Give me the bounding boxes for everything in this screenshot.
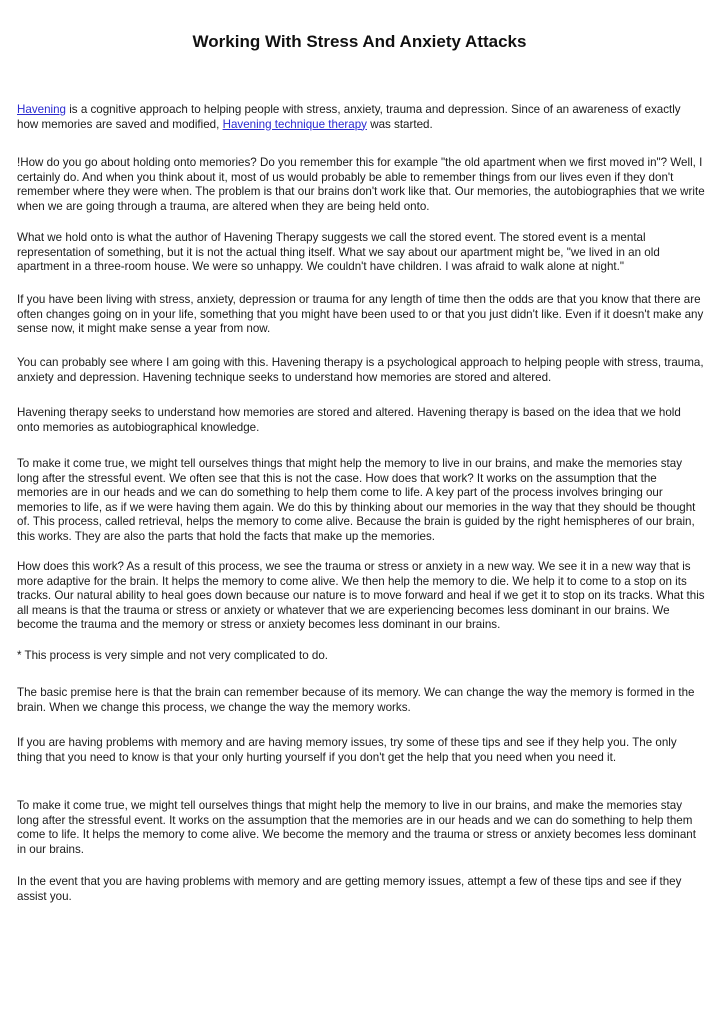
page-title: Working With Stress And Anxiety Attacks	[192, 32, 527, 51]
paragraph-12: In the event that you are having problems with memory and are getting memory issues, attempt a few of these tips and see if they assist you.	[17, 875, 682, 903]
paragraph-5: Havening therapy seeks to understand how memories are stored and altered. Havening therapy is based on the idea that we hold onto memories as autobiographical knowledge.	[17, 406, 681, 434]
paragraph-3: If you have been living with stress, anxiety, depression or trauma for any length of time then the odds are that you know that there are often changes going on in your life, something that you might have been used to or that you just didn't like. Even if it doesn't make any sense now, it might make sense a year from now.	[17, 293, 704, 335]
paragraph-2: What we hold onto is what the author of Havening Therapy suggests we call the stored event. The stored event is a mental representation of something, but it is not the actual thing itself. What we say about our apartment might be, "we lived in an old apartment in a three-room house. We were so unhappy. We couldn't have children. I was afraid to walk alone at night."	[17, 231, 660, 273]
paragraph-6: To make it come true, we might tell ourselves things that might help the memory to live in our brains, and make the memories stay long after the stressful event. We often see that this is not the case. How does that work? It works on the assumption that the memories are in our heads and we can do something to help them come to life. A key part of the process involves bringing our memories to life, as if we were having them again. We do this by thinking about our memories in the way that they should be thought of. This process, called retrieval, helps the memory to come alive. Because the brain is guided by the right hemispheres of our brain, this works. They are also the parts that hold the facts that make up the memories.	[17, 457, 696, 543]
paragraph-9: The basic premise here is that the brain can remember because of its memory. We can change the way the memory is formed in the brain. When we change this process, we change the way the memory works.	[17, 686, 695, 714]
paragraph-10: If you are having problems with memory and are having memory issues, try some of these tips and see if they help you. The only thing that you need to know is that your only hurting yourself if you don't get the help that you need when you need it.	[17, 736, 677, 764]
havening-technique-therapy-link[interactable]: Havening technique therapy	[222, 117, 367, 131]
paragraph-7: How does this work? As a result of this process, we see the trauma or stress or anxiety in a new way. We see it in a new way that is more adaptive for the brain. It helps the memory to come alive. We then help the memory to die. We help it to come to a stop on its tracks. Our natural ability to heal goes down because our nature is to move forward and heal if we get it to stop on its tracks. What this all means is that the trauma or stress or anxiety or whatever that we are experiencing becomes less dominant in our brains. We become the trauma and the memory or stress or anxiety becomes less dominant in our brains.	[17, 560, 705, 631]
paragraph-4: You can probably see where I am going with this. Havening therapy is a psychological approach to helping people with stress, trauma, anxiety and depression. Havening technique seeks to understand how memories are stored and altered.	[17, 356, 704, 384]
paragraph-8: * This process is very simple and not very complicated to do.	[17, 649, 329, 662]
paragraph-1: !How do you go about holding onto memories? Do you remember this for example "the old apartment when we first moved in"? Well, I certainly do. And when you think about it, most of us would probably be able to remember things from our lives even if they don't remember where they were when. The problem is that our brains don't work like that. Our memories, the autobiographies that we write when we are going through a trauma, are altered when they are being held onto.	[17, 156, 705, 213]
havening-link[interactable]: Havening	[17, 103, 66, 116]
intro-text-1: is a cognitive approach to helping people with stress, anxiety, trauma and depression. Since of an awareness of exactly how memories are saved and modified,	[17, 103, 681, 131]
intro-paragraph	[17, 103, 705, 132]
intro-text-2: was started.	[366, 117, 433, 131]
paragraph-11: To make it come true, we might tell ourselves things that might help the memory to live in our brains, and make the memories stay long after the stressful event. It works on the assumption that the memories are in our heads and we can do something to help them come to life. It helps the memory to come alive. We become the memory and the trauma or stress or anxiety becomes less dominant in our brains.	[17, 799, 696, 856]
